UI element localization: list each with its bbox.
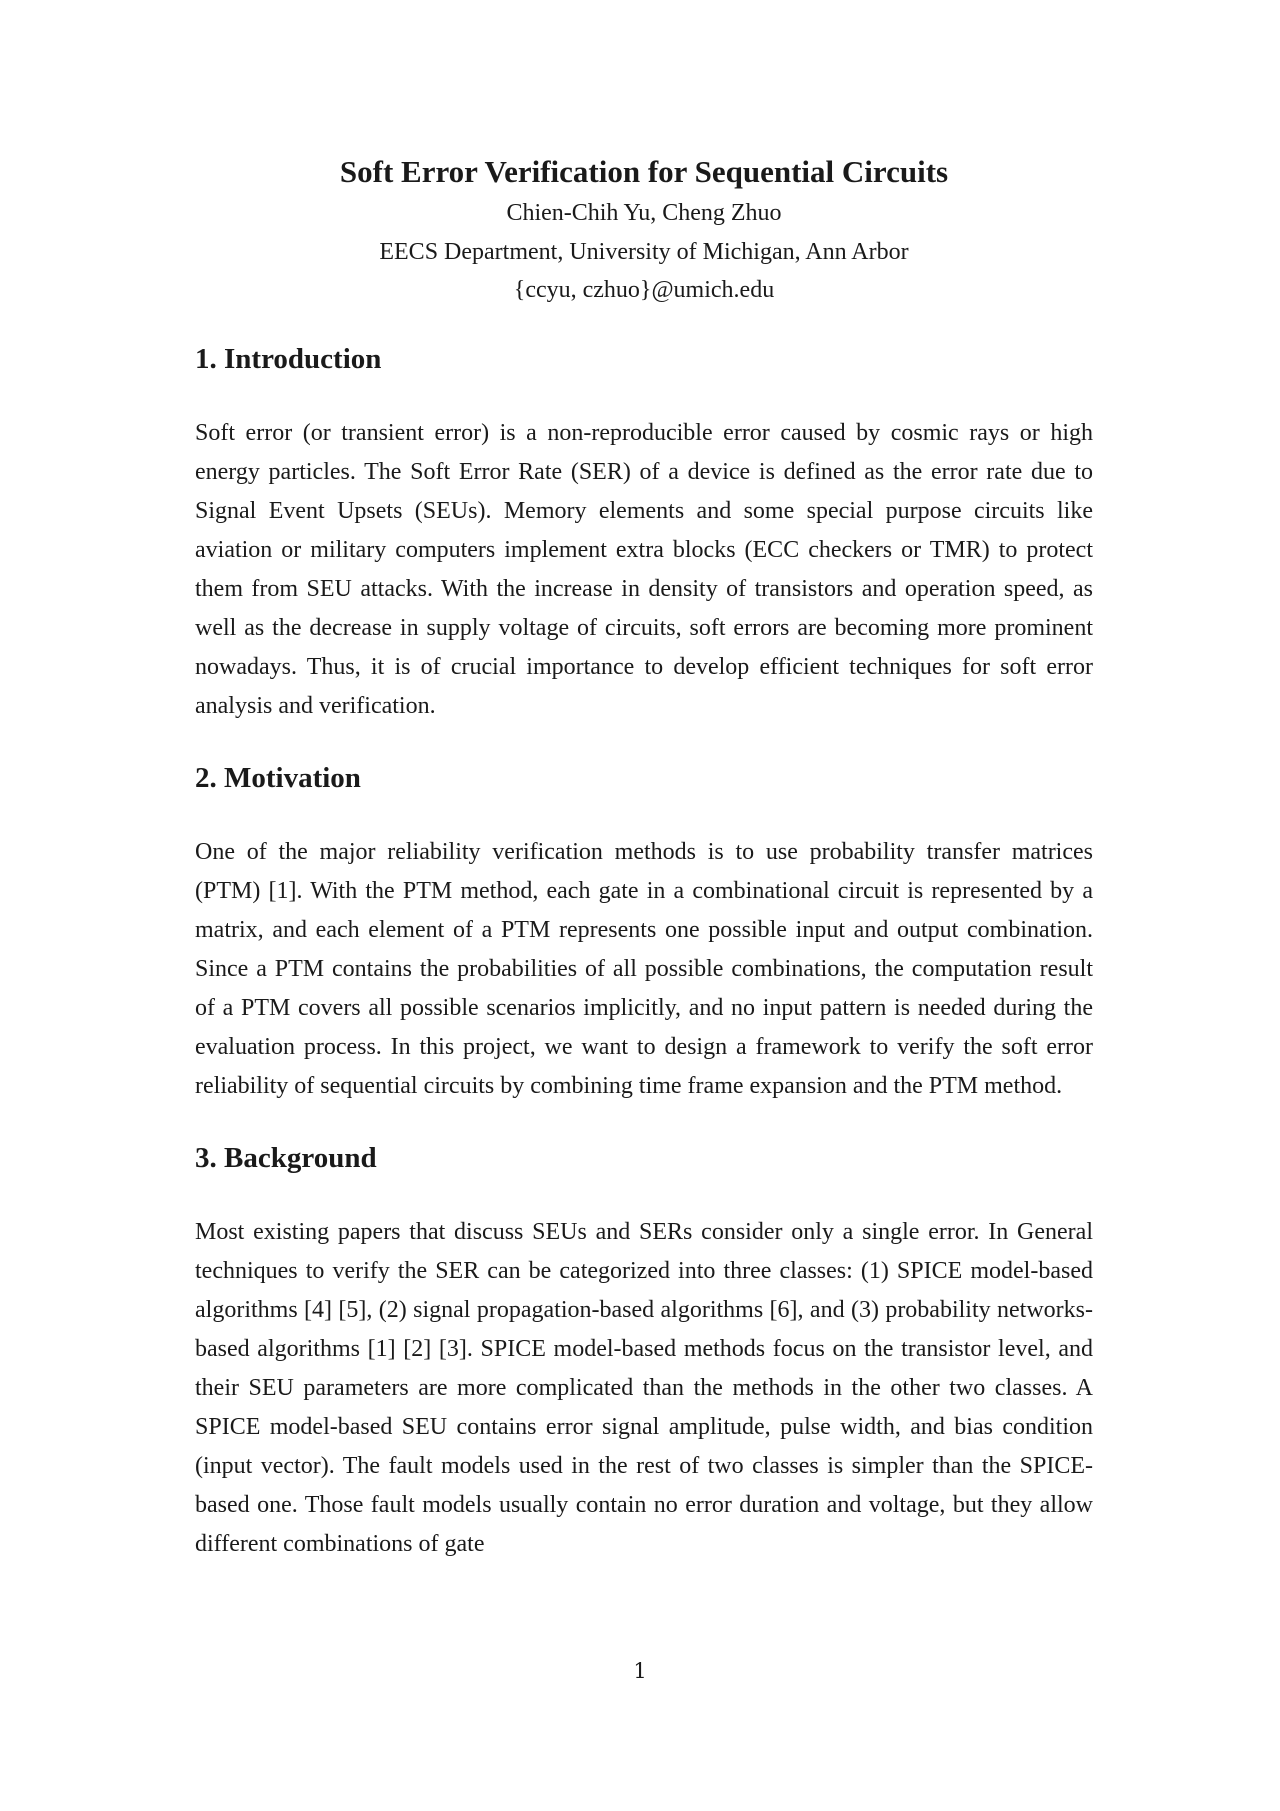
section-paragraph: Most existing papers that discuss SEUs and SERs consider only a single error. In General techniques to verify the SER can be categorized into three classes: (1) SPICE model-based algorithms [4] [5], (2) signal propagation-based algorithms [6], and (3) probability networks-based algorithms [1] [2] [3]. SPICE model-based methods focus on the transistor level, and their SEU parameters are more complicated than the methods in the other two classes. A SPICE model-based SEU contains error signal amplitude, pulse width, and bias condition (input vector). The fault models used in the rest of two classes is simpler than the SPICE-based one. Those fault models usually contain no error duration and voltage, but they allow different combinations of gate — [195, 1218, 1093, 1557]
section-background — [195, 1139, 1093, 1564]
paper-title: Soft Error Verification for Sequential Circuits — [339, 154, 949, 189]
section-heading: 2. Motivation — [195, 761, 361, 794]
section-paragraph: Soft error (or transient error) is a non-reproducible error caused by cosmic rays or high energy particles. The Soft Error Rate (SER) of a device is defined as the error rate due to Signal Event Upsets (SEUs). Memory elements and some special purpose circuits like aviation or military computers implement extra blocks (ECC checkers or TMR) to protect them from SEU attacks. With the increase in density of transistors and operation speed, as well as the decrease in supply voltage of circuits, soft errors are becoming more prominent nowadays. Thus, it is of crucial importance to develop efficient techniques for soft error analysis and verification. — [195, 419, 1093, 719]
author-list: Chien-Chih Yu, Cheng Zhuo — [506, 200, 782, 226]
paper-page — [195, 150, 1093, 1564]
author-email: {ccyu, czhuo}@umich.edu — [513, 277, 775, 303]
section-introduction — [195, 340, 1093, 726]
title-block — [195, 150, 1093, 310]
section-heading: 1. Introduction — [195, 342, 382, 375]
section-paragraph: One of the major reliability verification methods is to use probability transfer matrices (PTM) [1]. With the PTM method, each gate in a combinational circuit is represented by a matrix, and each element of a PTM represents one possible input and output combination. Since a PTM contains the probabilities of all possible combinations, the computation result of a PTM covers all possible scenarios implicitly, and no input pattern is needed during the evaluation process. In this project, we want to design a framework to verify the soft error reliability of sequential circuits by combining time frame expansion and the PTM method. — [195, 838, 1093, 1099]
section-heading: 3. Background — [195, 1141, 377, 1174]
section-motivation — [195, 759, 1093, 1106]
affiliation: EECS Department, University of Michigan, Ann Arbor — [379, 238, 909, 265]
page-number: 1 — [633, 1659, 647, 1683]
